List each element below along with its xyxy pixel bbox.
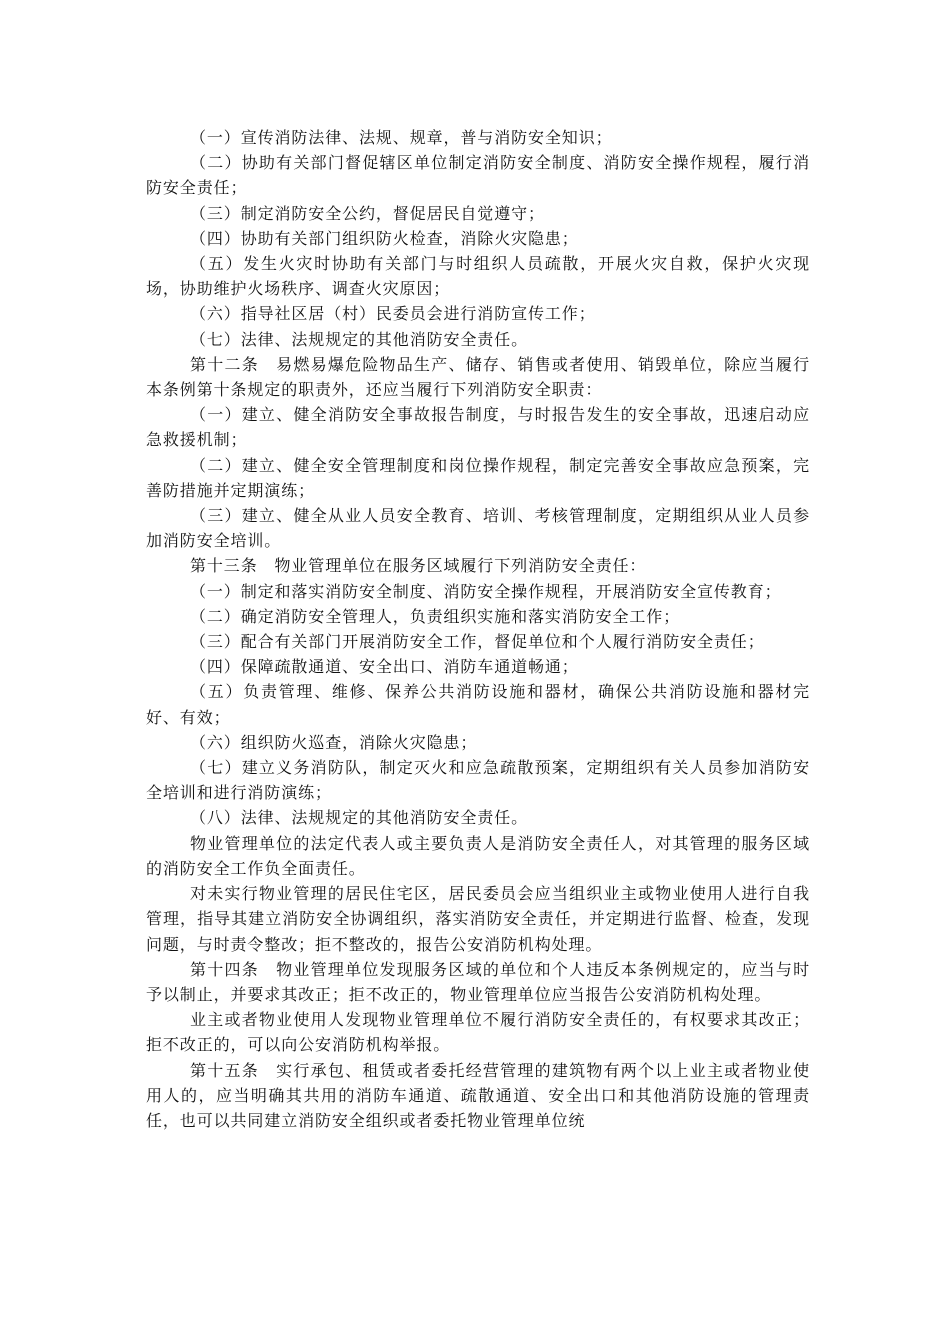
article-15-heading-paragraph: 第十五条 实行承包、租赁或者委托经营管理的建筑物有两个以上业主或者物业使用人的，应当明确其共用的消防车通道、疏散通道、安全出口和其他消防设施的管理责任，也可以共同建立消防安全组织或者委托物业管理单位统: [146, 1060, 810, 1130]
paragraph-item-22: 对未实行物业管理的居民住宅区，居民委员会应当组织业主或物业使用人进行自我管理，指导其建立消防安全协调组织，落实消防安全责任，并定期进行监督、检查，发现问题，与时责令整改；拒不整改的，报告公安消防机构处理。: [146, 884, 810, 954]
paragraph-item-7: （七）法律、法规规定的其他消防安全责任。: [190, 329, 529, 349]
paragraph-item-1: （一）宣传消防法律、法规、规章，普与消防安全知识；: [190, 128, 613, 147]
paragraph-item-9: （一）建立、健全消防安全事故报告制度，与时报告发生的安全事故，迅速启动应急救援机制；: [146, 405, 810, 450]
paragraph-item-20: （八）法律、法规规定的其他消防安全责任。: [190, 808, 529, 828]
paragraph-item-17: （五）负责管理、维修、保养公共消防设施和器材，确保公共消防设施和器材完好、有效；: [146, 682, 810, 727]
article-13-heading-paragraph: 第十三条 物业管理单位在服务区域履行下列消防安全责任：: [190, 556, 647, 576]
document-body: [146, 125, 810, 1133]
paragraph-item-3: （三）制定消防安全公约，督促居民自觉遵守；: [190, 203, 545, 223]
paragraph-item-2: （二）协助有关部门督促辖区单位制定消防安全制度、消防安全操作规程，履行消防安全责任；: [146, 153, 810, 198]
article-14-heading-paragraph: 第十四条 物业管理单位发现服务区域的单位和个人违反本条例规定的，应当与时予以制止，并要求其改正；拒不改正的，物业管理单位应当报告公安消防机构处理。: [146, 959, 810, 1004]
paragraph-item-19: （七）建立义务消防队，制定灭火和应急疏散预案，定期组织有关人员参加消防安全培训和进行消防演练；: [146, 758, 810, 803]
paragraph-item-10: （二）建立、健全安全管理制度和岗位操作规程，制定完善安全事故应急预案，完善防措施并定期演练；: [146, 455, 810, 500]
paragraph-item-24: 业主或者物业使用人发现物业管理单位不履行消防安全责任的，有权要求其改正；拒不改正的，可以向公安消防机构举报。: [146, 1010, 810, 1055]
article-12-heading-paragraph: 第十二条 易燃易爆危险物品生产、储存、销售或者使用、销毁单位，除应当履行本条例第十条规定的职责外，还应当履行下列消防安全职责：: [146, 354, 810, 400]
paragraph-item-18: （六）组织防火巡查，消除火灾隐患；: [190, 732, 478, 752]
paragraph-item-13: （一）制定和落实消防安全制度、消防安全操作规程，开展消防安全宣传教育；: [190, 581, 782, 601]
paragraph-item-14: （二）确定消防安全管理人，负责组织实施和落实消防安全工作；: [190, 606, 681, 626]
paragraph-item-15: （三）配合有关部门开展消防安全工作，督促单位和个人履行消防安全责任；: [190, 632, 765, 652]
paragraph-item-16: （四）保障疏散通道、安全出口、消防车通道畅通；: [190, 657, 579, 677]
paragraph-item-4: （四）协助有关部门组织防火检查，消除火灾隐患；: [190, 228, 579, 248]
paragraph-item-21: 物业管理单位的法定代表人或主要负责人是消防安全责任人，对其管理的服务区域的消防安全工作负全面责任。: [146, 833, 810, 878]
paragraph-item-5: （五）发生火灾时协助有关部门与时组织人员疏散，开展火灾自救，保护火灾现场，协助维护火场秩序、调查火灾原因；: [146, 254, 810, 299]
paragraph-item-6: （六）指导社区居（村）民委员会进行消防宣传工作；: [190, 304, 596, 324]
paragraph-item-11: （三）建立、健全从业人员安全教育、培训、考核管理制度，定期组织从业人员参加消防安全培训。: [146, 506, 810, 551]
